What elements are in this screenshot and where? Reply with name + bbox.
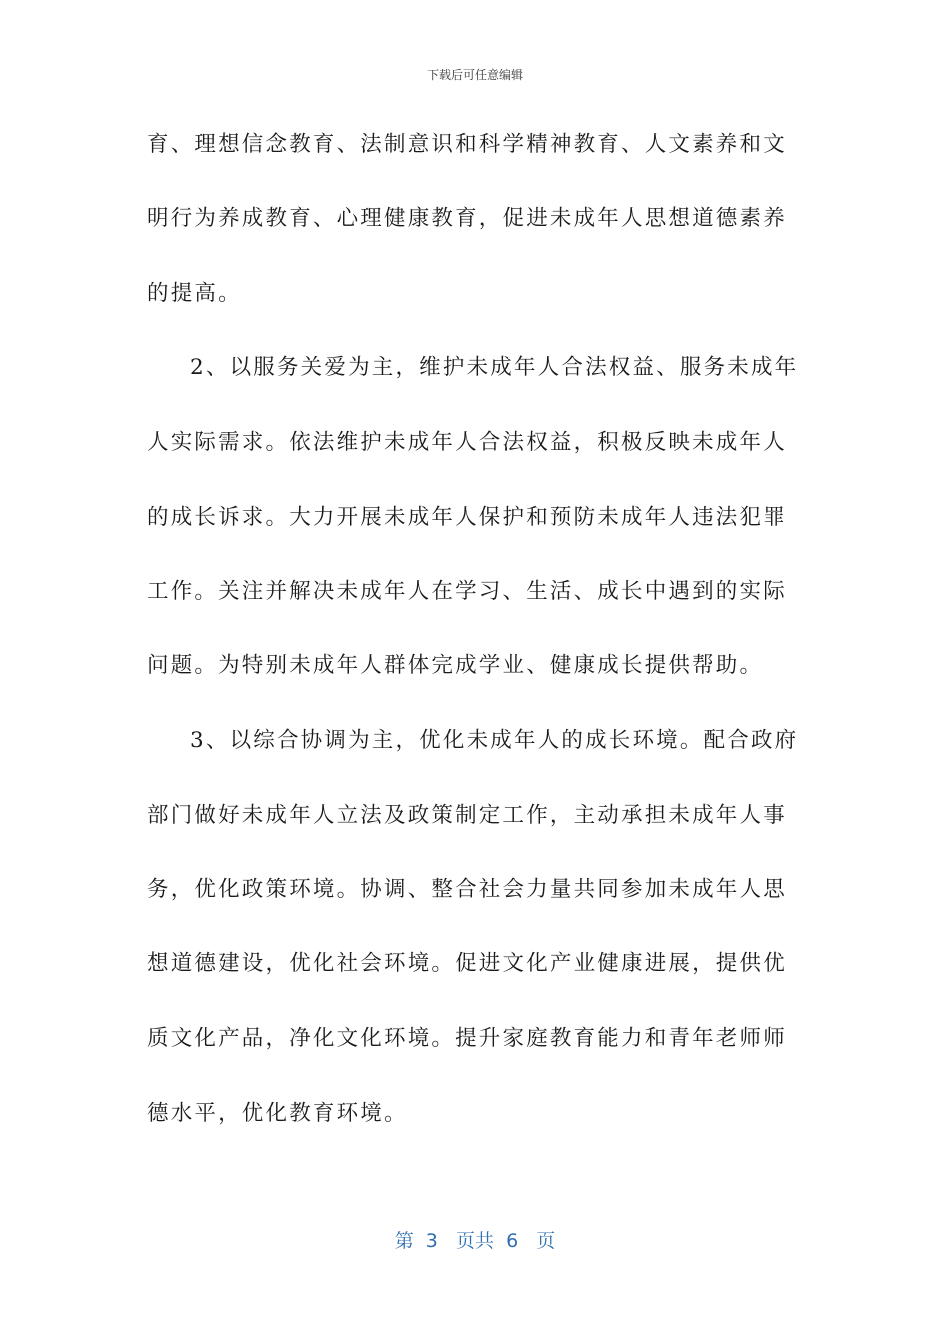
body-text-line: 工作。关注并解决未成年人在学习、生活、成长中遇到的实际 — [147, 579, 787, 604]
body-text-line: 质文化产品，净化文化环境。提升家庭教育能力和青年老师师 — [147, 1026, 787, 1051]
body-text-line: 部门做好未成年人立法及政策制定工作，主动承担未成年人事 — [147, 803, 787, 828]
page-number-footer: 第 3 页共 6 页 — [394, 1230, 556, 1252]
body-text-line: 人实际需求。依法维护未成年人合法权益，积极反映未成年人 — [147, 430, 787, 455]
body-text-line: 想道德建设，优化社会环境。促进文化产业健康进展，提供优 — [147, 951, 787, 976]
body-text-line: 务，优化政策环境。协调、整合社会力量共同参加未成年人思 — [147, 877, 787, 902]
body-text-line: 明行为养成教育、心理健康教育，促进未成年人思想道德素养 — [147, 206, 787, 231]
body-text-line: 的提高。 — [147, 281, 242, 306]
body-text-line: 育、理想信念教育、法制意识和科学精神教育、人文素养和文 — [147, 132, 787, 157]
body-text-line: 的成长诉求。大力开展未成年人保护和预防未成年人违法犯罪 — [147, 505, 787, 530]
body-text-line: 3、以综合协调为主，优化未成年人的成长环境。配合政府 — [190, 728, 799, 753]
body-text-line: 2、以服务关爱为主，维护未成年人合法权益、服务未成年 — [190, 355, 799, 380]
body-text-line: 问题。为特别未成年人群体完成学业、健康成长提供帮助。 — [147, 653, 764, 678]
page-header: 下载后可任意编辑 — [426, 68, 523, 82]
body-text-line: 德水平，优化教育环境。 — [147, 1101, 408, 1126]
